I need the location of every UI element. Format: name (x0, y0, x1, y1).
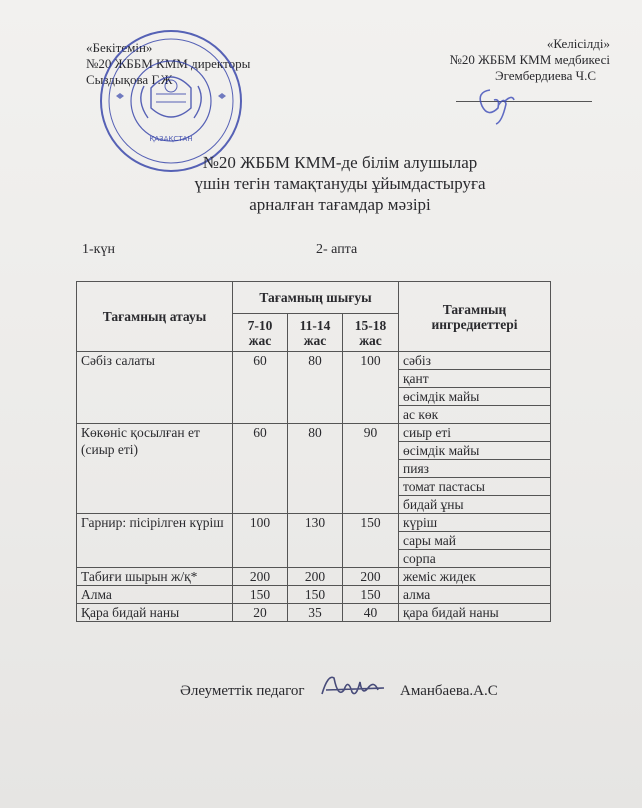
ingredient-cell: өсімдік майы (399, 388, 551, 406)
approval-heading: «Бекітемін» (86, 40, 153, 55)
director-title: №20 ЖББМ КММ директоры (86, 56, 251, 71)
yield-7-10-cell: 20 (233, 604, 288, 622)
week-label: 2- апта (316, 242, 358, 257)
ingredient-cell: бидай ұны (399, 496, 551, 514)
menu-table (76, 281, 551, 622)
title-line-2: үшін тегін тамақтануды ұйымдастыруға (194, 174, 486, 193)
ingredient-cell: қара бидай наны (399, 604, 551, 622)
pedagogue-name: Аманбаева.А.С (400, 683, 498, 699)
header-age-7-10: 7-10 жас (233, 314, 288, 352)
table-row (77, 586, 551, 604)
pedagogue-role: Әлеуметтік педагог (180, 683, 305, 699)
nurse-name: Эгембердиева Ч.С (495, 68, 596, 83)
yield-11-14-cell: 35 (288, 604, 343, 622)
yield-15-18-cell: 90 (343, 424, 399, 514)
director-name: Сыздықова Г.Ж (86, 72, 173, 87)
dish-name-cell: Көкөніс қосылған ет (сиыр еті) (77, 424, 233, 514)
ingredient-cell: сорпа (399, 550, 551, 568)
ingredient-cell: жеміс жидек (399, 568, 551, 586)
yield-11-14-cell: 150 (288, 586, 343, 604)
table-row (77, 604, 551, 622)
table-row (77, 514, 551, 532)
ingredient-cell: пияз (399, 460, 551, 478)
yield-7-10-cell: 200 (233, 568, 288, 586)
pedagogue-signature (318, 668, 390, 708)
yield-7-10-cell: 150 (233, 586, 288, 604)
yield-11-14-cell: 200 (288, 568, 343, 586)
title-line-1: №20 ЖББМ КММ-де білім алушылар (202, 153, 478, 172)
approval-block-right (410, 36, 610, 84)
nurse-title: №20 ЖББМ КММ медбикесі (449, 52, 610, 67)
yield-11-14-cell: 80 (288, 352, 343, 424)
dish-name-cell: Табиғи шырын ж/қ* (77, 568, 233, 586)
yield-15-18-cell: 40 (343, 604, 399, 622)
ingredient-cell: қант (399, 370, 551, 388)
nurse-signature (468, 78, 528, 126)
header-age-15-18: 15-18 жас (343, 314, 399, 352)
agreed-heading: «Келісілді» (546, 36, 610, 51)
yield-7-10-cell: 60 (233, 424, 288, 514)
yield-11-14-cell: 80 (288, 424, 343, 514)
ingredient-cell: томат пастасы (399, 478, 551, 496)
yield-7-10-cell: 100 (233, 514, 288, 568)
table-row (77, 352, 551, 370)
yield-15-18-cell: 150 (343, 514, 399, 568)
table-row (77, 568, 551, 586)
table-row (77, 424, 551, 442)
header-age-11-14: 11-14 жас (288, 314, 343, 352)
yield-15-18-cell: 200 (343, 568, 399, 586)
day-label: 1-күн (82, 242, 115, 257)
yield-15-18-cell: 100 (343, 352, 399, 424)
header-yield: Тағамның шығуы (233, 282, 399, 314)
ingredient-cell: сәбіз (399, 352, 551, 370)
menu-table-body (77, 352, 551, 622)
yield-11-14-cell: 130 (288, 514, 343, 568)
ingredient-cell: ас көк (399, 406, 551, 424)
ingredient-cell: сары май (399, 532, 551, 550)
yield-7-10-cell: 60 (233, 352, 288, 424)
document-title (120, 152, 560, 215)
header-ingredients: Тағамның ингредиеттері (399, 282, 551, 352)
stamp-text: ҚАЗАҚСТАН (149, 135, 193, 143)
yield-15-18-cell: 150 (343, 586, 399, 604)
dish-name-cell: Алма (77, 586, 233, 604)
ingredient-cell: өсімдік майы (399, 442, 551, 460)
ingredient-cell: күріш (399, 514, 551, 532)
ingredient-cell: сиыр еті (399, 424, 551, 442)
dish-name-cell: Гарнир: пісірілген күріш (77, 514, 233, 568)
ingredient-cell: алма (399, 586, 551, 604)
dish-name-cell: Сәбіз салаты (77, 352, 233, 424)
header-dish-name: Тағамның атауы (77, 282, 233, 352)
dish-name-cell: Қара бидай наны (77, 604, 233, 622)
title-line-3: арналған тағамдар мәзірі (249, 195, 431, 214)
